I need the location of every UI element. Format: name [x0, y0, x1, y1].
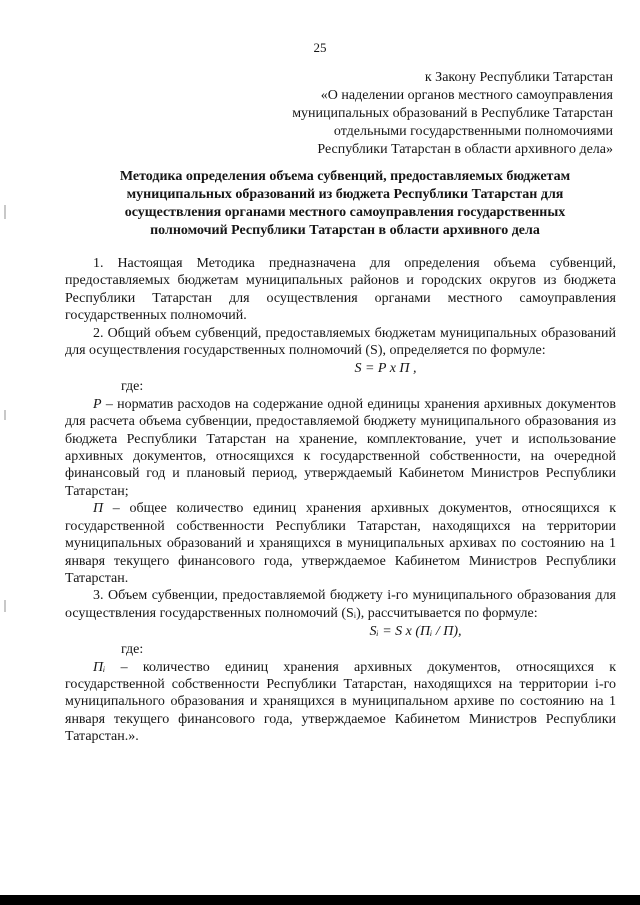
title-line: полномочий Республики Татарстан в области архивного дела: [150, 223, 540, 238]
header-line: муниципальных образований в Республике Татарстан: [292, 106, 613, 121]
definition-text: – количество единиц хранения архивных документов, относящихся к государственной собственности Республики Татарстан, находящихся на территории i-го муниципального образования и хранящихся в муниципальном архиве по состоянию на 1 января текущего финансового года, утверждаемое Кабинетом Министров Республики Татарстан.».: [65, 659, 616, 745]
definition-p: [65, 396, 616, 500]
paragraph-2: 2. Общий объем субвенций, предоставляемых бюджетам муниципальных образований для осуществления государственных полномочий (S), определяется по формуле:: [65, 325, 616, 359]
document-title: [80, 168, 610, 240]
document-body: [65, 255, 616, 746]
page-number: 25: [313, 40, 327, 55]
definition-text: – общее количество единиц хранения архивных документов, относящихся к государственной собственности Республики Татарстан, находящихся на территории муниципальных образований и хранящихся в муниципальных архивах по состоянию на 1 января текущего финансового года, утверждаемое Кабинетом Министров Республики Татарстан.: [65, 501, 616, 586]
definition-pii: [65, 659, 616, 746]
term-symbol: П: [93, 501, 104, 517]
formula-municipal-subvention: Sᵢ = S x (Пᵢ / П),: [369, 624, 462, 640]
paragraph-1: 1. Настоящая Методика предназначена для определения объема субвенций, предоставляемых бюджетам муниципальных районов и городских округов из бюджета Республики Татарстан для осуществления органами местного самоуправления государственных полномочий.: [65, 256, 616, 324]
where-label: где:: [121, 379, 144, 395]
scan-bottom-edge: [0, 895, 640, 905]
title-line: Методика определения объема субвенций, предоставляемых бюджетам: [119, 169, 571, 184]
header-line: Республики Татарстан в области архивного дела»: [317, 142, 613, 157]
paragraph-3: 3. Объем субвенции, предоставляемой бюджету i-го муниципального образования для осуществления государственных полномочий (Sᵢ), рассчитывается по формуле:: [65, 588, 616, 621]
term-symbol: Р: [93, 396, 102, 412]
title-line: муниципальных образований из бюджета Республики Татарстан для: [126, 187, 564, 202]
header-line: к Закону Республики Татарстан: [424, 70, 613, 85]
law-reference-header: [213, 69, 613, 159]
term-symbol: Пᵢ: [93, 659, 106, 675]
scan-margin-mark: [4, 205, 6, 219]
scan-margin-mark: [4, 600, 6, 612]
header-line: «О наделении органов местного самоуправления: [320, 88, 613, 103]
header-line: отдельными государственными полномочиями: [333, 124, 613, 139]
formula-total-subvention: S = P x П ,: [354, 361, 417, 377]
where-label: где:: [121, 642, 144, 658]
definition-text: – норматив расходов на содержание одной единицы хранения архивных документов для расчета объема субвенции, предоставляемой бюджету муниципального образования из бюджета Республики Татарстан на хранение, комплектование, учет и использование архивных документов, относящихся к государственной собственности, на очередной финансовый год и плановый период, утверждаемый Кабинетом Министров Республики Татарстан;: [65, 396, 616, 499]
title-line: осуществления органами местного самоуправления государственных: [124, 205, 566, 220]
scan-margin-mark: [4, 410, 6, 420]
definition-pi: [65, 500, 616, 587]
